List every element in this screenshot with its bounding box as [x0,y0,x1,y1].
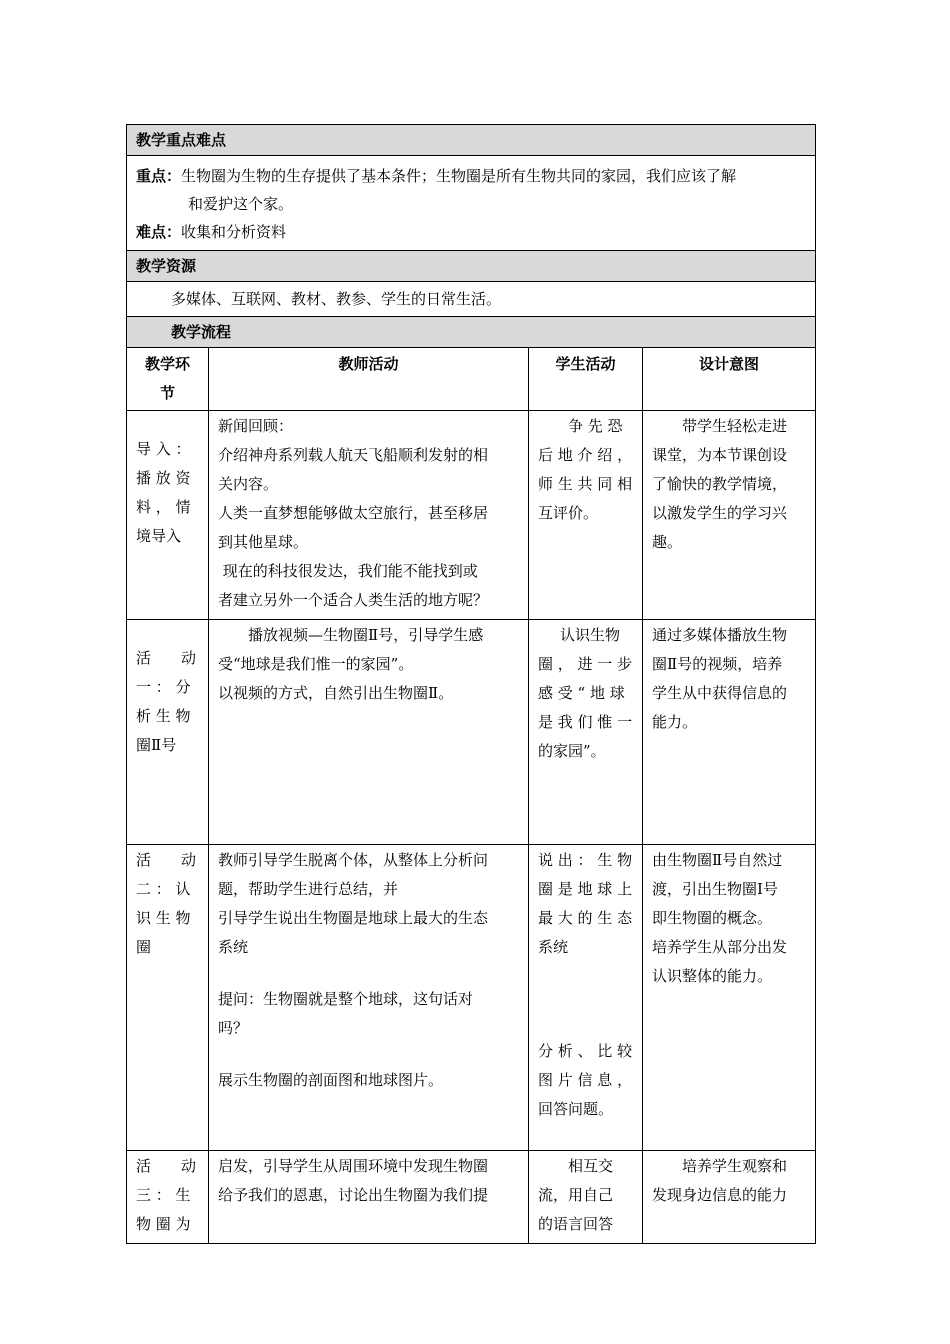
resources-text: 多媒体、互联网、教材、教参、学生的日常生活。 [171,290,502,308]
lesson-plan-page [126,124,815,1244]
stage-cell: 活 动 一 ： 分 析 生 物 圈Ⅱ号 [136,649,197,754]
process-heading: 教学流程 [171,323,232,341]
table-row [127,1151,816,1244]
col-header-student: 学生活动 [555,355,616,373]
teacher-activity-cell: 播放视频—生物圈Ⅱ号，引导学生感 受“地球是我们惟一的家园”。 以视频的方式，自然引出生物圈Ⅱ。 [218,626,484,702]
focus-label: 重点： [136,167,182,185]
stage-cell: 活 动 二 ： 认 识 生 物 圈 [136,851,197,956]
teacher-activity-cell: 启发，引导学生从周围环境中发现生物圈 给予我们的恩惠，讨论出生物圈为我们提 [218,1157,489,1204]
col-header-intent: 设计意图 [699,355,760,373]
column-header-row [127,348,816,411]
design-intent-cell: 带学生轻松走进 课堂，为本节课创设 了愉快的教学情境， 以激发学生的学习兴 趣。 [652,417,788,551]
resources-heading: 教学资源 [136,257,197,275]
col-header-stage: 教学环 节 [144,355,190,402]
student-activity-cell: 说 出 ： 生 物 圈 是 地 球 上 最 大 的 生 态 系统 分 析 、 比 较 图 片 信 息 ， 回答问题。 [538,851,633,1118]
stage-cell: 活 动 三 ： 生 物 圈 为 [136,1157,197,1233]
student-activity-cell: 争 先 恐 后 地 介 绍 ， 师 生 共 同 相 互评价。 [538,417,633,522]
key-points-body-row [127,156,816,251]
difficulty-text: 收集和分析资料 [181,223,287,241]
teacher-activity-cell: 新闻回顾： 介绍神舟系列载人航天飞船顺利发射的相 关内容。 人类一直梦想能够做太空旅行，甚至移居 到其他星球。 现在的科技很发达，我们能不能找到或 者建立另外一个适合人类生活的地方呢？ [218,417,489,609]
key-points-heading: 教学重点难点 [136,131,227,149]
design-intent-cell: 培养学生观察和 发现身边信息的能力 [652,1157,788,1204]
focus-text-1: 生物圈为生物的生存提供了基本条件；生物圈是所有生物共同的家园，我们应该了解 [181,167,737,185]
student-activity-cell: 相互交 流，用自己 的语言回答 [538,1157,614,1233]
design-intent-cell: 由生物圈Ⅱ号自然过 渡，引出生物圈Ⅰ号 即生物圈的概念。 培养学生从部分出发 认识整体的能力。 [652,851,788,985]
resources-body-row [127,282,816,317]
lesson-plan-table [126,124,816,1244]
difficulty-label: 难点： [136,223,182,241]
col-header-teacher: 教师活动 [338,355,399,373]
design-intent-cell: 通过多媒体播放生物 圈Ⅱ号的视频，培养 学生从中获得信息的 能力。 [652,626,788,731]
focus-text-2: 和爱护这个家。 [188,195,294,213]
table-row [127,620,816,845]
table-row [127,845,816,1151]
key-points-body [127,156,815,250]
process-header-row [127,317,816,348]
key-points-header-row [127,125,816,156]
teacher-activity-cell: 教师引导学生脱离个体，从整体上分析问 题，帮助学生进行总结，并 引导学生说出生物圈是地球上最大的生态 系统 提问：生物圈就是整个地球，这句话对 吗？ 展示生物圈的剖面图和地球图片。 [218,851,489,1089]
stage-cell: 导 入 ： 播 放 资 料 ， 情 境导入 [136,440,191,545]
table-row [127,411,816,620]
student-activity-cell: 认识生物 圈 ， 进 一 步 感 受 “ 地 球 是 我 们 惟 一 的家园”。 [538,626,633,760]
resources-header-row [127,251,816,282]
